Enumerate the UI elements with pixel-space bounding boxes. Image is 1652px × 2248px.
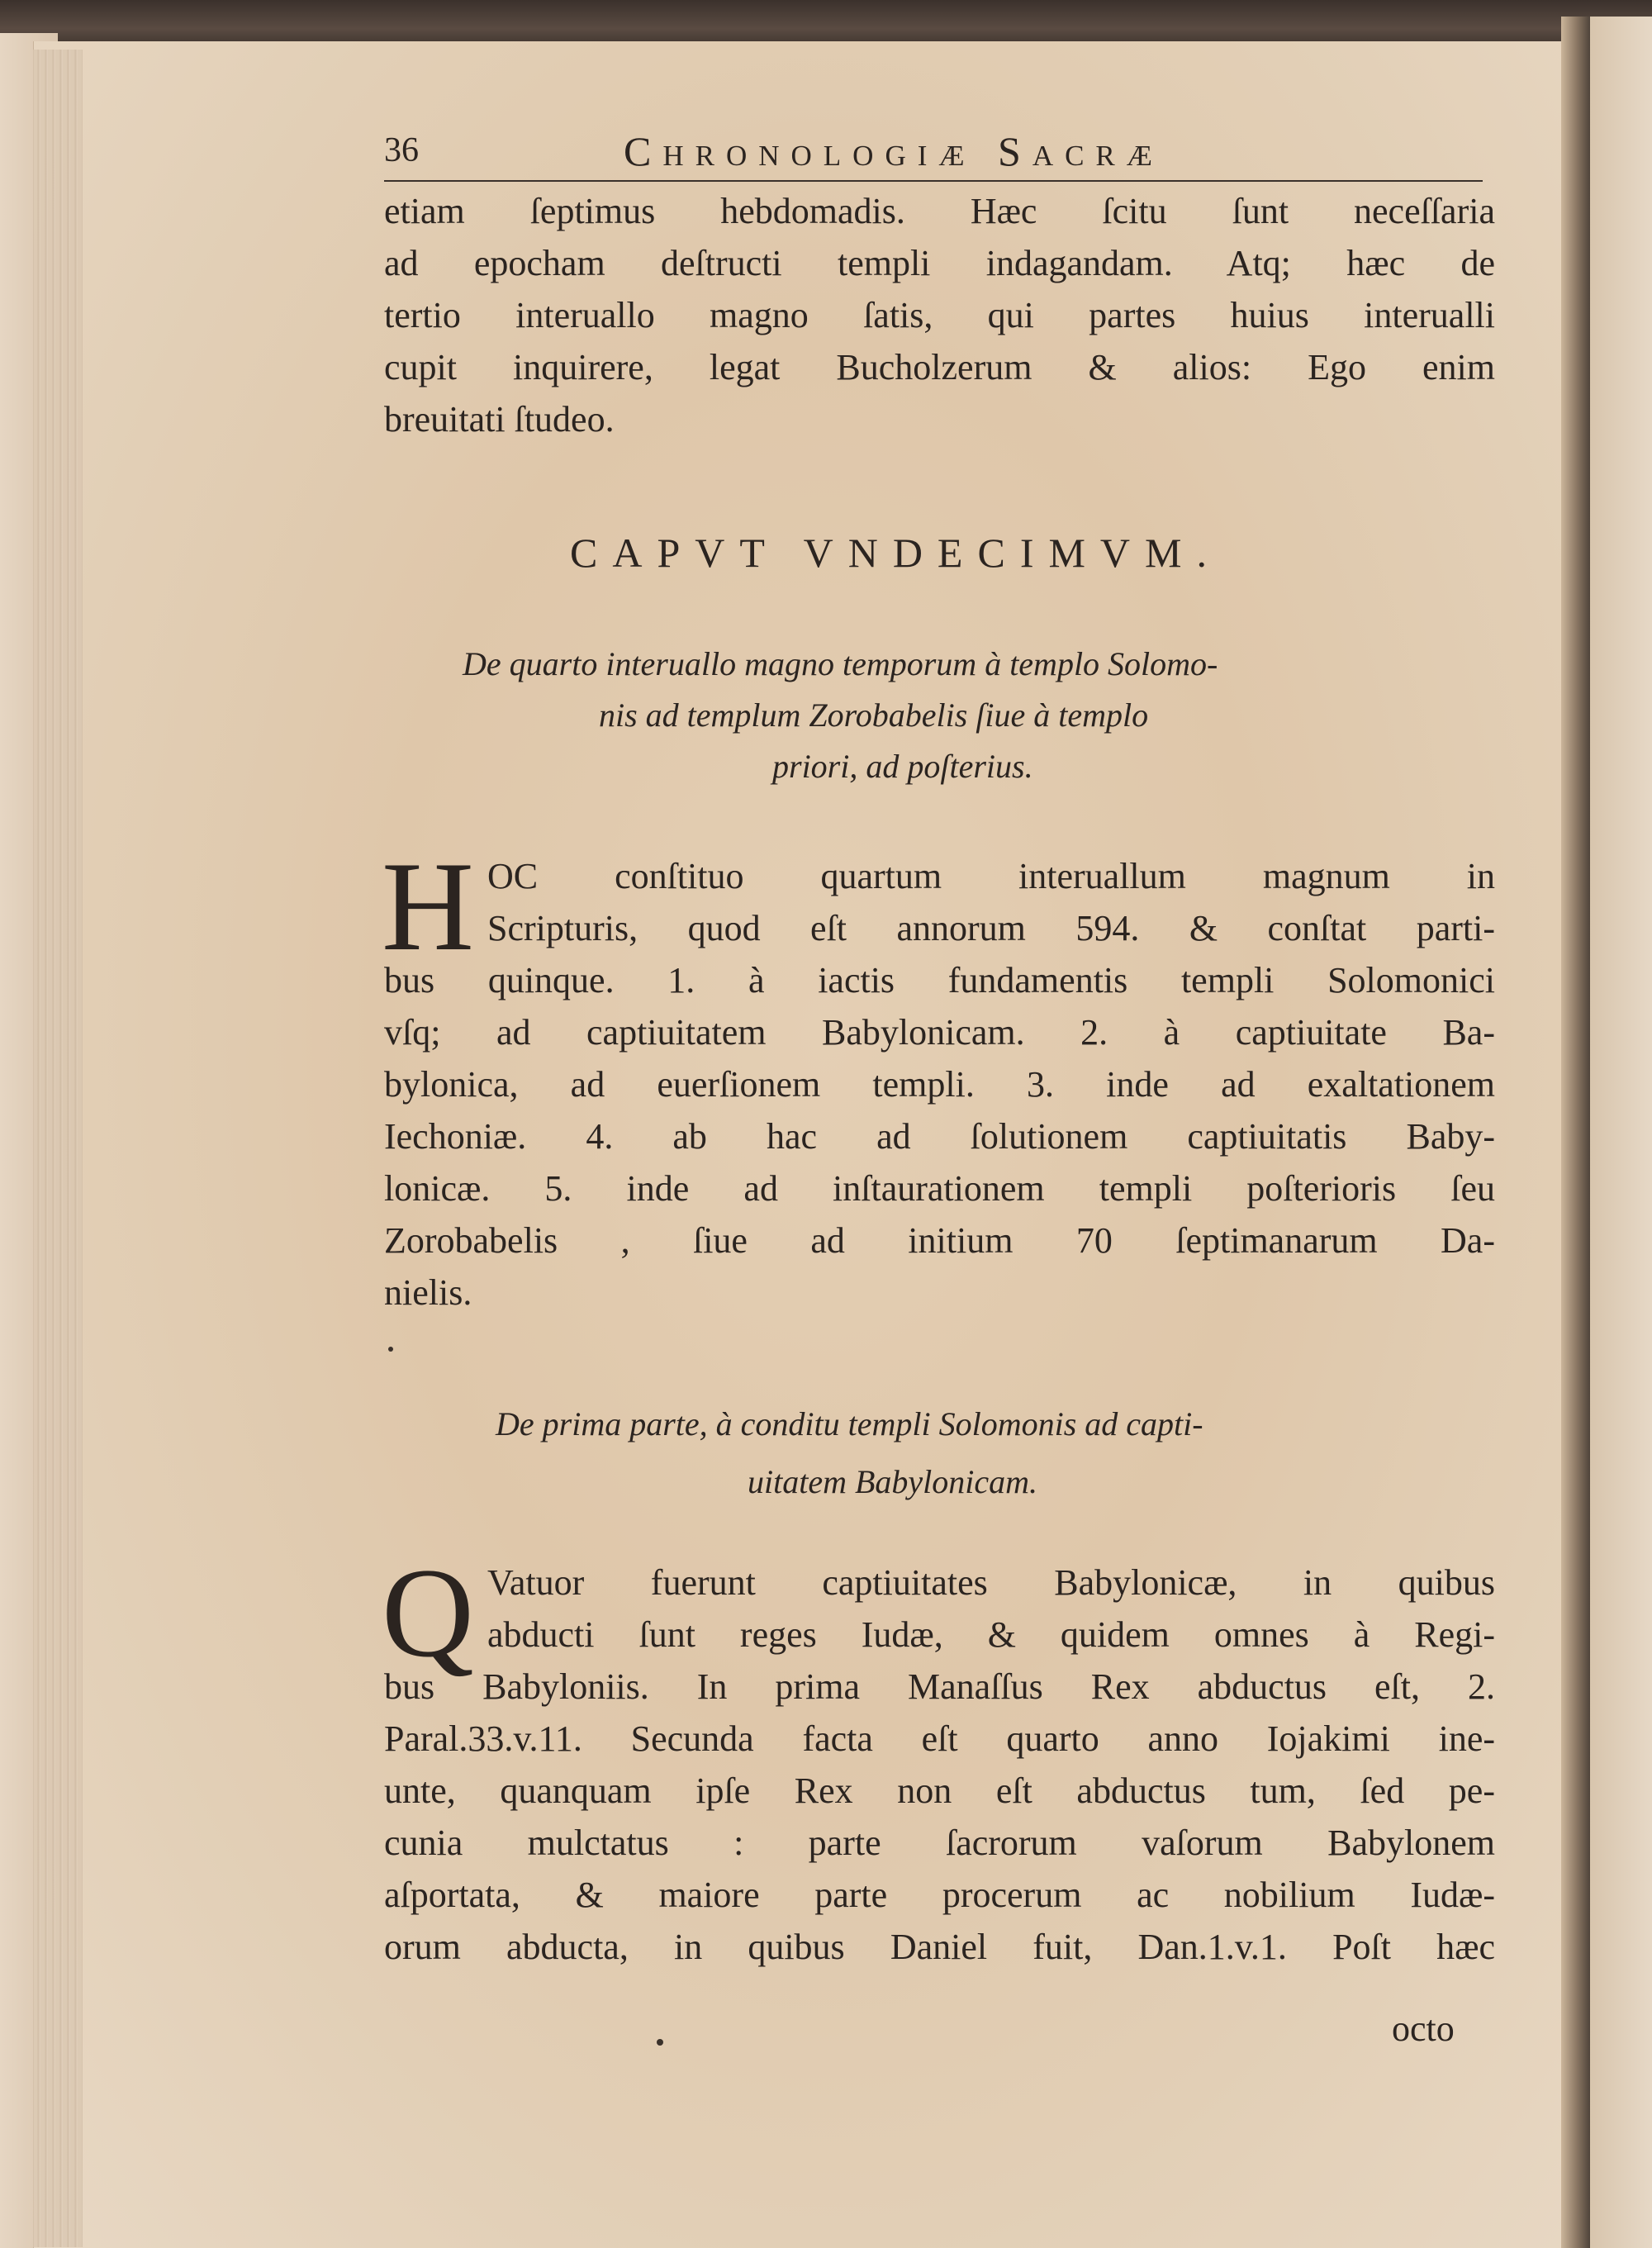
text-line: bus Babyloniis. In prima Manaſſus Rex abductus eſt, 2. <box>384 1666 1495 1707</box>
text-line: aſportata, & maiore parte procerum ac nobilium Iudæ- <box>384 1875 1495 1915</box>
text-line: unte, quanquam ipſe Rex non eſt abductus tum, ſed pe- <box>384 1770 1495 1811</box>
text-line: ad epocham deſtructi templi indagandam. Atq; hæc de <box>384 243 1495 283</box>
text-line: abducti ſunt reges Iudæ, & quidem omnes à Regi- <box>487 1614 1495 1655</box>
page-stack-edges <box>33 50 83 2247</box>
chapter-heading: CAPVT VNDECIMVM. <box>570 530 1222 576</box>
text-line: lonicæ. 5. inde ad inſtaurationem templi poſterioris ſeu <box>384 1168 1495 1209</box>
text-line: cupit inquirere, legat Bucholzerum & alios: Ego enim <box>384 347 1495 387</box>
text-line: cunia mulctatus : parte ſacrorum vaſorum Babylonem <box>384 1823 1495 1863</box>
text-line: Scripturis, quod eſt annorum 594. & conſtat parti- <box>487 908 1495 948</box>
running-title: Chronologiæ Sacræ <box>624 128 1164 174</box>
text-line: nielis. <box>384 1272 472 1313</box>
chapter-summary-line: De quarto interuallo magno temporum à templo Solomo- <box>463 645 1218 682</box>
catchword: octo <box>1392 2008 1455 2049</box>
text-line: Iechoniæ. 4. ab hac ad ſolutionem captiuitatis Baby- <box>384 1116 1495 1157</box>
text-line: vſq; ad captiuitatem Babylonicam. 2. à captiuitate Ba- <box>384 1012 1495 1053</box>
text-line: bylonica, ad euerſionem templi. 3. inde ad exaltationem <box>384 1064 1495 1105</box>
text-line: orum abducta, in quibus Daniel fuit, Dan.1.v.1. Poſt hæc <box>384 1927 1495 1967</box>
text-line: bus quinque. 1. à iactis fundamentis templi Solomonici <box>384 960 1495 1000</box>
text-line: breuitati ſtudeo. <box>384 399 615 440</box>
text-line: etiam ſeptimus hebdomadis. Hæc ſcitu ſunt neceſſaria <box>384 191 1495 231</box>
ink-blot <box>657 2039 663 2046</box>
chapter-summary-line: nis ad templum Zorobabelis ſiue à templo <box>599 696 1149 734</box>
text-line: Paral.33.v.11. Secunda facta eſt quarto anno Iojakimi ine- <box>384 1718 1495 1759</box>
next-page-leaf <box>1590 17 1652 2248</box>
drop-cap-h: H <box>382 835 474 977</box>
text-line: Vatuor fuerunt captiuitates Babylonicæ, in quibus <box>487 1562 1495 1603</box>
page-number: 36 <box>384 131 419 169</box>
drop-cap-q: Q <box>382 1542 474 1684</box>
text-line: OC conſtituo quartum interuallum magnum in <box>487 856 1495 896</box>
ink-blot <box>388 1347 393 1352</box>
running-header <box>384 124 1495 182</box>
text-line: Zorobabelis , ſiue ad initium 70 ſeptimanarum Da- <box>384 1220 1495 1261</box>
section-heading-line: De prima parte, à conditu templi Solomonis ad capti- <box>496 1405 1203 1442</box>
chapter-summary-line: priori, ad poſterius. <box>772 748 1033 785</box>
section-heading-line: uitatem Babylonicam. <box>748 1463 1038 1500</box>
book-gutter <box>1561 17 1594 2248</box>
header-rule <box>384 180 1483 182</box>
text-line: tertio interuallo magno ſatis, qui partes huius interualli <box>384 295 1495 335</box>
